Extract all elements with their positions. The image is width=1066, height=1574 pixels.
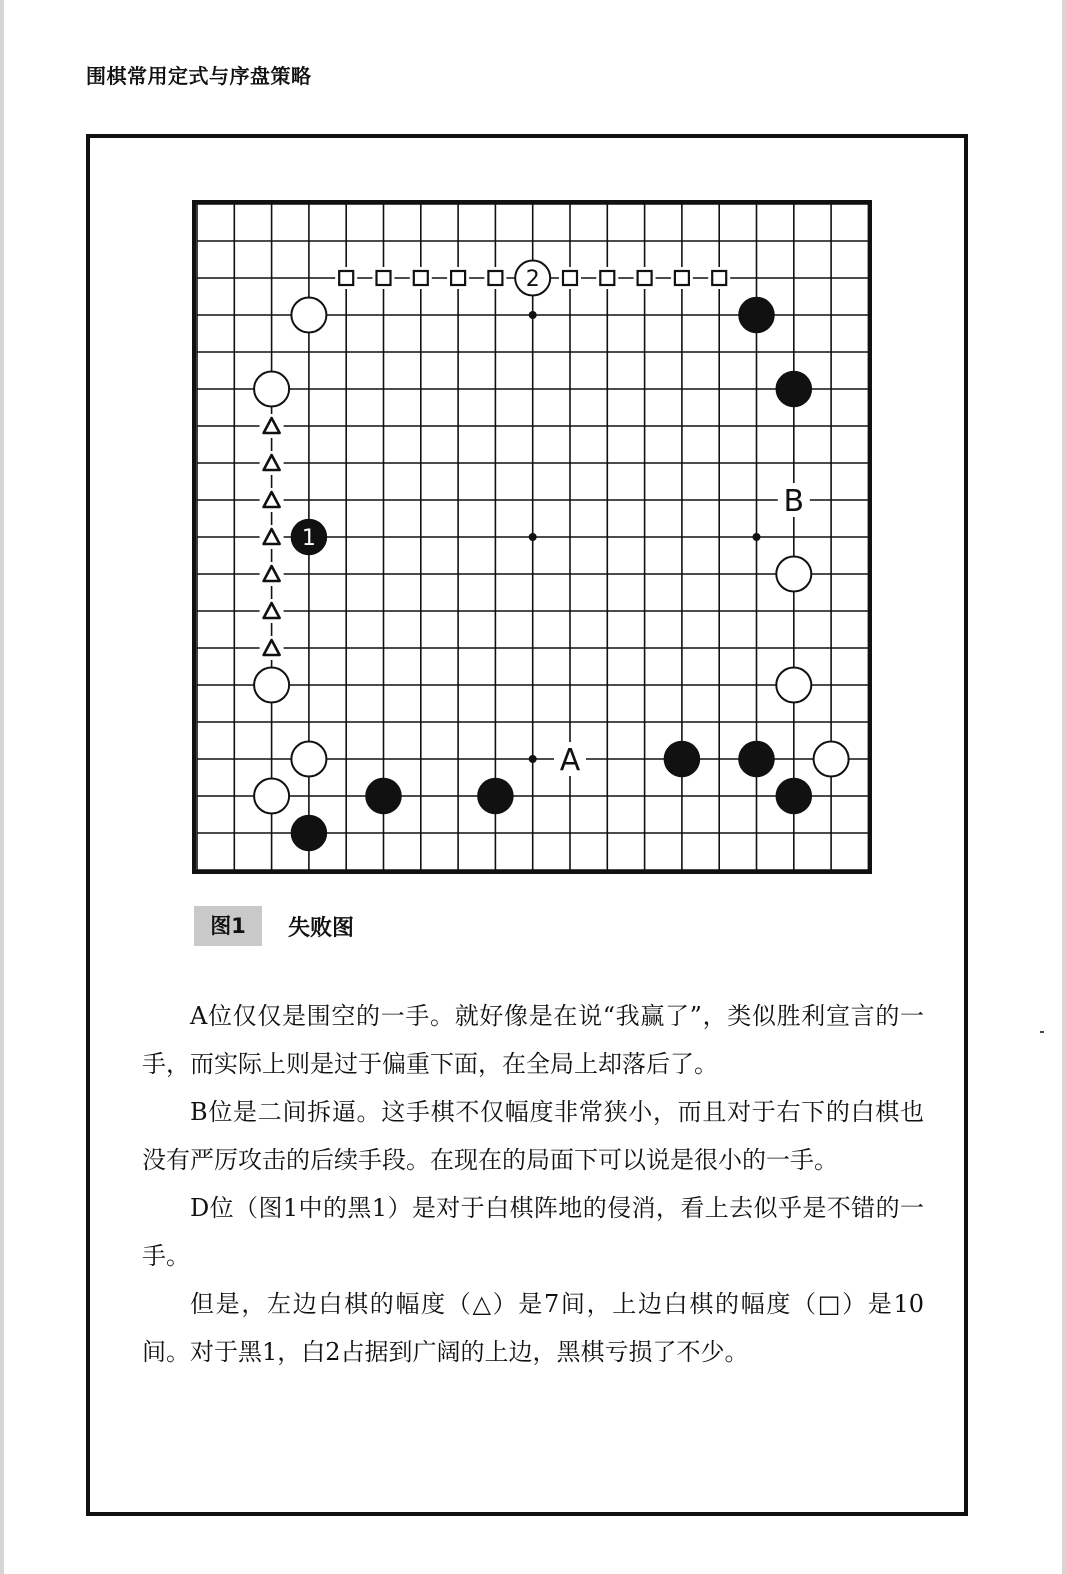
square-mark (377, 271, 391, 285)
running-header: 围棋常用定式与序盘策略 (86, 64, 312, 88)
white-stone (776, 557, 811, 592)
white-stone (776, 668, 811, 703)
black-stone (776, 372, 811, 407)
square-mark (339, 271, 353, 285)
star-point (753, 533, 761, 541)
white-stone (291, 298, 326, 333)
black-stone (291, 816, 326, 851)
figure-title: 失败图 (288, 915, 355, 941)
paragraph-3: D位（图1中的黑1）是对于白棋阵地的侵消，看上去似乎是不错的一手。 (142, 1194, 924, 1270)
black-stone (478, 779, 513, 814)
black-stone (366, 779, 401, 814)
paragraph-2: B位是二间拆逼。这手棋不仅幅度非常狭小，而且对于右下的白棋也没有严厉攻击的后续手段。在现在的局面下可以说是很小的一手。 (142, 1098, 924, 1174)
page-edge-right (1062, 0, 1066, 1574)
star-point (529, 533, 537, 541)
square-mark (638, 271, 652, 285)
white-stone (291, 742, 326, 777)
black-stone (776, 779, 811, 814)
square-mark (451, 271, 465, 285)
square-mark (563, 271, 577, 285)
go-board-diagram (190, 198, 874, 876)
star-point (529, 755, 537, 763)
square-mark (712, 271, 726, 285)
square-mark (414, 271, 428, 285)
white-stone (254, 668, 289, 703)
scan-mark (1040, 1031, 1044, 1033)
square-mark (488, 271, 502, 285)
black-stone (739, 298, 774, 333)
figure-caption (194, 906, 354, 946)
body-text (142, 992, 924, 1376)
white-stone (254, 372, 289, 407)
page-edge-left (0, 0, 4, 1574)
figure-label: 图1 (194, 906, 262, 946)
move-number: 1 (301, 526, 316, 551)
black-stone (664, 742, 699, 777)
point-label-a: A (559, 743, 581, 778)
white-stone (254, 779, 289, 814)
square-mark (675, 271, 689, 285)
white-stone (814, 742, 849, 777)
point-label-b: B (783, 484, 805, 519)
paragraph-4: 但是，左边白棋的幅度（△）是7间，上边白棋的幅度（□）是10间。对于黑1，白2占据到广阔的上边，黑棋亏损了不少。 (142, 1290, 924, 1366)
paragraph-1: A位仅仅是围空的一手。就好像是在说“我赢了”，类似胜利宣言的一手，而实际上则是过于偏重下面，在全局上却落后了。 (142, 1002, 924, 1078)
black-stone (739, 742, 774, 777)
star-point (529, 311, 537, 319)
move-number: 2 (525, 267, 540, 292)
square-mark (600, 271, 614, 285)
